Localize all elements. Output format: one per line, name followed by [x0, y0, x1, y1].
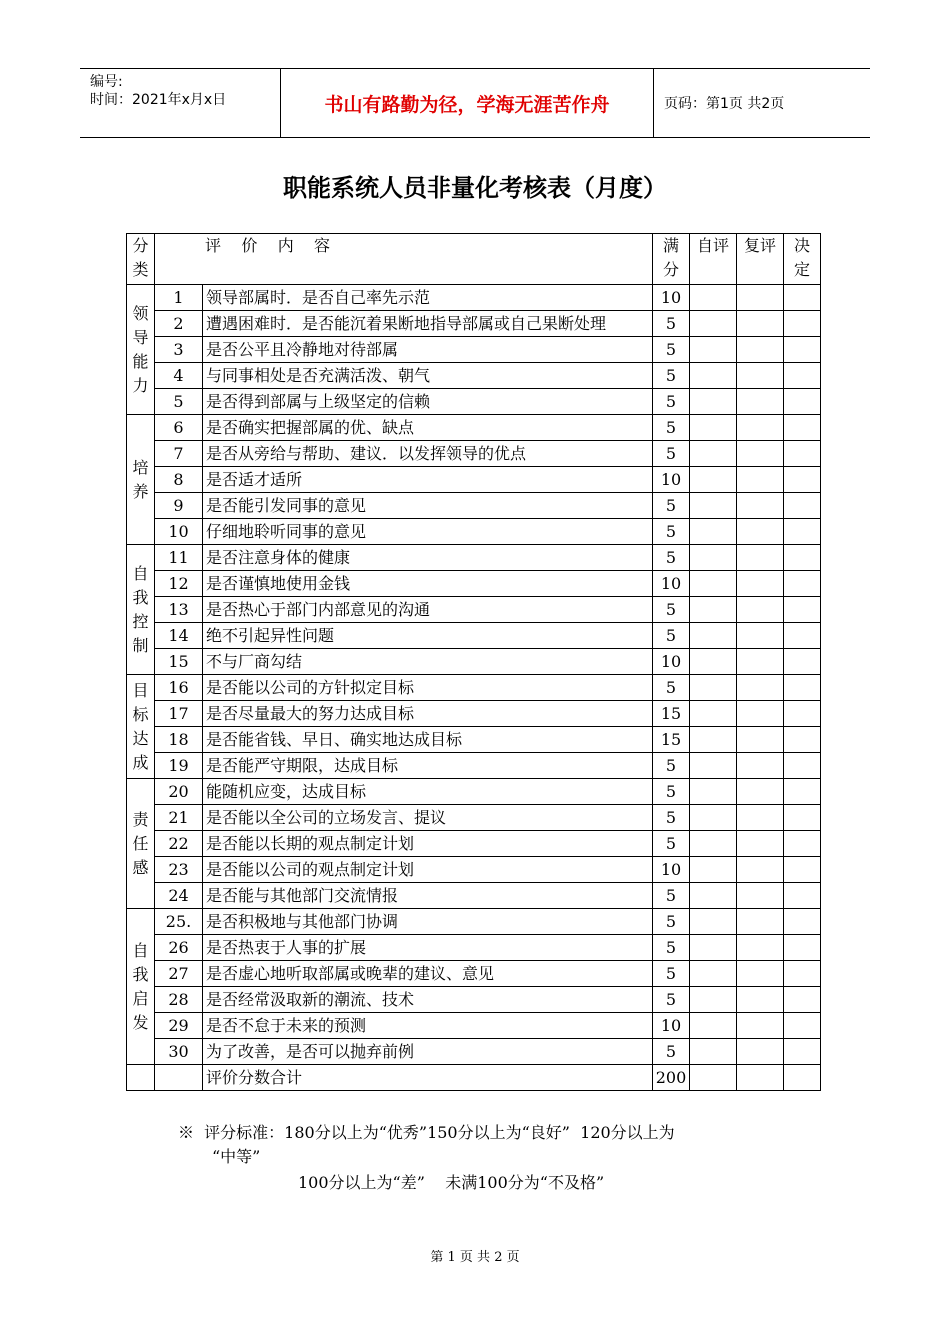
item-text: 绝不引起异性问题	[203, 623, 653, 649]
category-label: 自 我 启 发	[127, 909, 155, 1065]
review-cell[interactable]	[737, 467, 784, 493]
item-number: 23	[155, 857, 203, 883]
item-full-score: 5	[653, 415, 690, 441]
item-text: 是否能以公司的观点制定计划	[203, 857, 653, 883]
item-number: 5	[155, 389, 203, 415]
self-eval-cell[interactable]	[690, 337, 737, 363]
review-cell[interactable]	[737, 961, 784, 987]
self-eval-cell[interactable]	[690, 415, 737, 441]
review-cell[interactable]	[737, 831, 784, 857]
item-text: 是否注意身体的健康	[203, 545, 653, 571]
self-eval-cell[interactable]	[690, 857, 737, 883]
table-row	[127, 597, 821, 623]
decision-cell[interactable]	[784, 311, 821, 337]
self-eval-cell[interactable]	[690, 623, 737, 649]
self-eval-cell[interactable]	[690, 363, 737, 389]
table-row	[127, 727, 821, 753]
decision-cell[interactable]	[784, 753, 821, 779]
decision-cell[interactable]	[784, 545, 821, 571]
self-eval-cell[interactable]	[690, 831, 737, 857]
review-cell[interactable]	[737, 519, 784, 545]
item-full-score: 5	[653, 753, 690, 779]
total-empty-cell	[127, 1065, 155, 1091]
table-row	[127, 961, 821, 987]
review-cell[interactable]	[737, 909, 784, 935]
item-text: 是否能与其他部门交流情报	[203, 883, 653, 909]
item-full-score: 5	[653, 961, 690, 987]
table-row	[127, 701, 821, 727]
review-cell[interactable]	[737, 857, 784, 883]
item-text: 是否经常汲取新的潮流、技术	[203, 987, 653, 1013]
item-number: 26	[155, 935, 203, 961]
item-full-score: 5	[653, 779, 690, 805]
item-full-score: 10	[653, 649, 690, 675]
item-full-score: 5	[653, 363, 690, 389]
motto: 书山有路勤为径，学海无涯苦作舟	[281, 69, 654, 137]
category-label: 培 养	[127, 415, 155, 545]
table-row	[127, 623, 821, 649]
decision-cell[interactable]	[784, 1013, 821, 1039]
decision-cell[interactable]	[784, 623, 821, 649]
decision-cell[interactable]	[784, 701, 821, 727]
evaluation-table	[126, 233, 821, 1091]
item-full-score: 5	[653, 337, 690, 363]
self-eval-cell[interactable]	[690, 1013, 737, 1039]
page-title: 职能系统人员非量化考核表（月度）	[283, 174, 667, 202]
item-text: 为了改善，是否可以抛弃前例	[203, 1039, 653, 1065]
self-eval-cell[interactable]	[690, 571, 737, 597]
decision-cell[interactable]	[784, 675, 821, 701]
item-number: 17	[155, 701, 203, 727]
decision-cell[interactable]	[784, 337, 821, 363]
review-cell[interactable]	[737, 753, 784, 779]
review-cell[interactable]	[737, 675, 784, 701]
table-row	[127, 779, 821, 805]
scoring-note-line1: ※ 评分标准：180分以上为“优秀”150分以上为“良好” 120分以上为	[178, 1123, 675, 1142]
self-eval-cell[interactable]	[690, 441, 737, 467]
decision-cell[interactable]	[784, 649, 821, 675]
item-text: 不与厂商勾结	[203, 649, 653, 675]
table-row	[127, 909, 821, 935]
item-text: 能随机应变，达成目标	[203, 779, 653, 805]
item-text: 遭遇困难时．是否能沉着果断地指导部属或自己果断处理	[203, 311, 653, 337]
table-row	[127, 649, 821, 675]
item-number: 15	[155, 649, 203, 675]
review-cell[interactable]	[737, 935, 784, 961]
self-eval-cell[interactable]	[690, 805, 737, 831]
table-row	[127, 363, 821, 389]
item-full-score: 5	[653, 987, 690, 1013]
item-full-score: 10	[653, 1013, 690, 1039]
item-text: 是否能省钱、早日、确实地达成目标	[203, 727, 653, 753]
item-text: 是否积极地与其他部门协调	[203, 909, 653, 935]
total-label: 评价分数合计	[203, 1065, 653, 1091]
self-eval-cell[interactable]	[690, 883, 737, 909]
table-row	[127, 675, 821, 701]
item-full-score: 5	[653, 389, 690, 415]
item-number: 14	[155, 623, 203, 649]
self-eval-cell[interactable]	[690, 961, 737, 987]
self-eval-cell[interactable]	[690, 311, 737, 337]
item-text: 是否得到部属与上级坚定的信赖	[203, 389, 653, 415]
item-number: 18	[155, 727, 203, 753]
self-eval-cell[interactable]	[690, 545, 737, 571]
table-row	[127, 311, 821, 337]
item-text: 与同事相处是否充满活泼、朝气	[203, 363, 653, 389]
decision-cell[interactable]	[784, 467, 821, 493]
scoring-note-line1b: “中等”	[212, 1147, 261, 1166]
item-number: 30	[155, 1039, 203, 1065]
item-text: 是否确实把握部属的优、缺点	[203, 415, 653, 441]
decision-cell[interactable]	[784, 831, 821, 857]
decision-cell[interactable]	[784, 519, 821, 545]
item-text: 领导部属时．是否自己率先示范	[203, 285, 653, 311]
self-eval-cell[interactable]	[690, 701, 737, 727]
item-number: 8	[155, 467, 203, 493]
item-number: 4	[155, 363, 203, 389]
header-full-score: 满 分	[653, 234, 690, 285]
review-cell[interactable]	[737, 571, 784, 597]
review-cell[interactable]	[737, 545, 784, 571]
item-text: 是否能以公司的方针拟定目标	[203, 675, 653, 701]
page-header	[80, 68, 870, 138]
item-full-score: 10	[653, 467, 690, 493]
item-full-score: 10	[653, 285, 690, 311]
item-full-score: 5	[653, 493, 690, 519]
review-cell[interactable]	[737, 1013, 784, 1039]
item-text: 是否从旁给与帮助、建议．以发挥领导的优点	[203, 441, 653, 467]
item-number: 20	[155, 779, 203, 805]
decision-cell[interactable]	[784, 961, 821, 987]
self-eval-cell[interactable]	[690, 675, 737, 701]
review-cell[interactable]	[737, 415, 784, 441]
scoring-note	[178, 1121, 675, 1169]
item-text: 是否能以长期的观点制定计划	[203, 831, 653, 857]
scoring-note-line2: 100分以上为“差” 未满100分为“不及格”	[298, 1173, 605, 1192]
item-number: 21	[155, 805, 203, 831]
item-full-score: 10	[653, 857, 690, 883]
self-eval-cell[interactable]	[690, 1039, 737, 1065]
table-header-row	[127, 234, 821, 285]
self-eval-cell[interactable]	[690, 493, 737, 519]
item-text: 是否热衷于人事的扩展	[203, 935, 653, 961]
category-label: 自 我 控 制	[127, 545, 155, 675]
table-row	[127, 987, 821, 1013]
item-text: 是否能以全公司的立场发言、提议	[203, 805, 653, 831]
table-row	[127, 883, 821, 909]
table-row	[127, 493, 821, 519]
review-cell[interactable]	[737, 493, 784, 519]
review-cell[interactable]	[737, 779, 784, 805]
decision-cell[interactable]	[784, 857, 821, 883]
decision-cell[interactable]	[784, 441, 821, 467]
item-text: 是否公平且冷静地对待部属	[203, 337, 653, 363]
table-row	[127, 935, 821, 961]
table-row	[127, 545, 821, 571]
item-full-score: 5	[653, 311, 690, 337]
review-cell[interactable]	[737, 363, 784, 389]
self-eval-cell[interactable]	[690, 779, 737, 805]
review-cell[interactable]	[737, 727, 784, 753]
review-cell[interactable]	[737, 285, 784, 311]
item-full-score: 5	[653, 441, 690, 467]
table-row	[127, 415, 821, 441]
self-eval-cell[interactable]	[690, 987, 737, 1013]
decision-cell[interactable]	[784, 1039, 821, 1065]
self-eval-cell[interactable]	[690, 649, 737, 675]
self-eval-cell[interactable]	[690, 519, 737, 545]
item-number: 25.	[155, 909, 203, 935]
total-score: 200	[653, 1065, 690, 1091]
self-eval-cell[interactable]	[690, 727, 737, 753]
decision-cell[interactable]	[784, 909, 821, 935]
item-full-score: 5	[653, 805, 690, 831]
item-number: 16	[155, 675, 203, 701]
self-eval-cell[interactable]	[690, 285, 737, 311]
item-number: 7	[155, 441, 203, 467]
item-text: 是否虚心地听取部属或晚辈的建议、意见	[203, 961, 653, 987]
total-empty-cell	[155, 1065, 203, 1091]
review-cell[interactable]	[737, 389, 784, 415]
item-number: 9	[155, 493, 203, 519]
self-eval-cell[interactable]	[690, 753, 737, 779]
item-text: 是否尽量最大的努力达成目标	[203, 701, 653, 727]
item-text: 是否能严守期限，达成目标	[203, 753, 653, 779]
self-eval-cell[interactable]	[690, 909, 737, 935]
decision-cell[interactable]	[784, 883, 821, 909]
item-number: 19	[155, 753, 203, 779]
time-label: 时间：2021年x月x日	[90, 92, 227, 108]
review-cell[interactable]	[737, 649, 784, 675]
item-text: 是否能引发同事的意见	[203, 493, 653, 519]
item-number: 12	[155, 571, 203, 597]
page-label: 页码：第1页 共2页	[664, 96, 785, 112]
review-cell[interactable]	[737, 441, 784, 467]
item-full-score: 15	[653, 727, 690, 753]
review-cell[interactable]	[737, 623, 784, 649]
item-full-score: 5	[653, 519, 690, 545]
item-number: 29	[155, 1013, 203, 1039]
review-cell[interactable]	[737, 701, 784, 727]
decision-cell[interactable]	[784, 363, 821, 389]
decision-cell[interactable]	[784, 779, 821, 805]
decision-cell[interactable]	[784, 935, 821, 961]
item-full-score: 5	[653, 883, 690, 909]
item-full-score: 15	[653, 701, 690, 727]
item-full-score: 5	[653, 831, 690, 857]
decision-cell[interactable]	[784, 285, 821, 311]
item-text: 是否热心于部门内部意见的沟通	[203, 597, 653, 623]
table-row	[127, 337, 821, 363]
item-number: 22	[155, 831, 203, 857]
item-number: 6	[155, 415, 203, 441]
item-number: 3	[155, 337, 203, 363]
review-cell[interactable]	[737, 987, 784, 1013]
self-eval-total[interactable]	[690, 1065, 737, 1091]
decision-cell[interactable]	[784, 389, 821, 415]
review-cell[interactable]	[737, 883, 784, 909]
item-text: 仔细地聆听同事的意见	[203, 519, 653, 545]
item-number: 27	[155, 961, 203, 987]
review-cell[interactable]	[737, 805, 784, 831]
review-cell[interactable]	[737, 1039, 784, 1065]
item-number: 11	[155, 545, 203, 571]
self-eval-cell[interactable]	[690, 467, 737, 493]
self-eval-cell[interactable]	[690, 935, 737, 961]
code-label: 编号:	[90, 74, 123, 90]
item-full-score: 10	[653, 571, 690, 597]
item-text: 是否适才适所	[203, 467, 653, 493]
item-number: 2	[155, 311, 203, 337]
self-eval-cell[interactable]	[690, 389, 737, 415]
item-full-score: 5	[653, 597, 690, 623]
category-label: 责 任 感	[127, 779, 155, 909]
review-cell[interactable]	[737, 597, 784, 623]
item-number: 10	[155, 519, 203, 545]
decision-cell[interactable]	[784, 597, 821, 623]
header-self-eval: 自评	[690, 234, 737, 285]
page-footer: 第 1 页 共 2 页	[430, 1250, 520, 1265]
table-row	[127, 857, 821, 883]
decision-cell[interactable]	[784, 805, 821, 831]
table-row	[127, 831, 821, 857]
item-number: 28	[155, 987, 203, 1013]
decision-cell[interactable]	[784, 571, 821, 597]
category-label: 领 导 能 力	[127, 285, 155, 415]
self-eval-cell[interactable]	[690, 597, 737, 623]
item-text: 是否谨慎地使用金钱	[203, 571, 653, 597]
table-row	[127, 1013, 821, 1039]
table-row	[127, 805, 821, 831]
decision-total[interactable]	[784, 1065, 821, 1091]
category-label: 目 标 达 成	[127, 675, 155, 779]
item-full-score: 5	[653, 935, 690, 961]
item-number: 24	[155, 883, 203, 909]
item-full-score: 5	[653, 909, 690, 935]
header-review: 复评	[737, 234, 784, 285]
review-total[interactable]	[737, 1065, 784, 1091]
item-full-score: 5	[653, 1039, 690, 1065]
total-row	[127, 1065, 821, 1091]
table-row	[127, 1039, 821, 1065]
decision-cell[interactable]	[784, 493, 821, 519]
header-content: 评 价 内 容	[155, 234, 653, 285]
table-row	[127, 467, 821, 493]
item-number: 1	[155, 285, 203, 311]
table-row	[127, 441, 821, 467]
header-decision: 决 定	[784, 234, 821, 285]
table-row	[127, 571, 821, 597]
table-row	[127, 389, 821, 415]
review-cell[interactable]	[737, 337, 784, 363]
table-row	[127, 753, 821, 779]
item-full-score: 5	[653, 675, 690, 701]
item-full-score: 5	[653, 623, 690, 649]
table-row	[127, 519, 821, 545]
item-text: 是否不怠于未来的预测	[203, 1013, 653, 1039]
decision-cell[interactable]	[784, 415, 821, 441]
table-row	[127, 285, 821, 311]
decision-cell[interactable]	[784, 727, 821, 753]
header-category: 分 类	[127, 234, 155, 285]
decision-cell[interactable]	[784, 987, 821, 1013]
item-number: 13	[155, 597, 203, 623]
header-meta	[80, 69, 281, 137]
item-full-score: 5	[653, 545, 690, 571]
review-cell[interactable]	[737, 311, 784, 337]
